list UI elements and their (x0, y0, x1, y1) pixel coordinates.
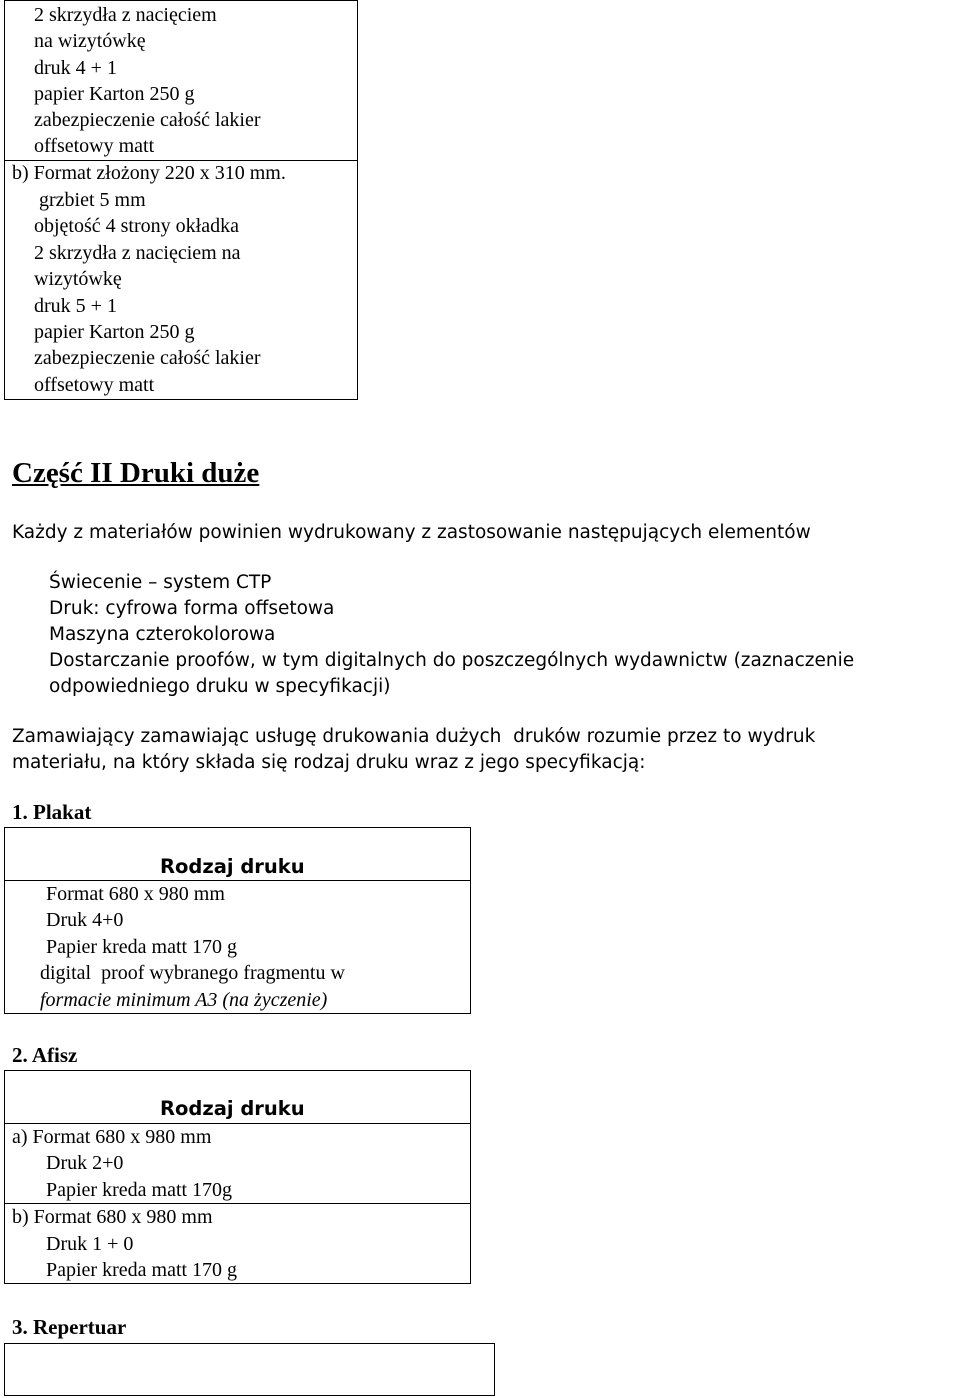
top-cell-b-line: druk 5 + 1 (34, 295, 117, 317)
section-paragraph: Zamawiający zamawiając usługę drukowania dużych druków rozumie przez to wydruk (12, 726, 816, 747)
afisz-a-line: Papier kreda matt 170g (46, 1179, 233, 1201)
afisz-b-line: b) Format 680 x 980 mm (12, 1206, 213, 1228)
afisz-title: 2. Afisz (12, 1043, 78, 1067)
top-cell-line: zabezpieczenie całość lakier (34, 109, 261, 131)
section-paragraph: materiału, na który składa się rodzaj druku wraz z jego specyfikacją: (12, 752, 646, 773)
top-cell-line: na wizytówkę (34, 30, 146, 52)
element-item: Maszyna czterokolorowa (49, 624, 276, 645)
top-cell-line: papier Karton 250 g (34, 83, 195, 105)
plakat-line: formacie minimum A3 (na życzenie) (40, 989, 328, 1011)
top-cell-line: druk 4 + 1 (34, 57, 117, 79)
top-cell-b-line: wizytówkę (34, 268, 122, 290)
plakat-line: Papier kreda matt 170 g (46, 936, 238, 958)
section-intro: Każdy z materiałów powinien wydrukowany z zastosowanie następujących elementów (12, 522, 811, 543)
top-cell-b-line: zabezpieczenie całość lakier (34, 347, 261, 369)
afisz-b-line: Papier kreda matt 170 g (46, 1259, 238, 1281)
top-cell-b-line: papier Karton 250 g (34, 321, 195, 343)
plakat-title: 1. Plakat (12, 800, 92, 824)
plakat-line: Format 680 x 980 mm (46, 883, 225, 905)
top-cell-b-line: 2 skrzydła z nacięciem na (34, 242, 241, 264)
top-cell-line: offsetowy matt (34, 135, 155, 157)
element-item: Dostarczanie proofów, w tym digitalnych do poszczególnych wydawnictw (zaznaczenie (49, 650, 855, 671)
afisz-b-line: Druk 1 + 0 (46, 1233, 134, 1255)
element-item: Druk: cyfrowa forma offsetowa (49, 598, 335, 619)
top-cell-b-line: offsetowy matt (34, 374, 155, 396)
plakat-line: digital proof wybranego fragmentu w (40, 962, 345, 984)
top-cell-line: 2 skrzydła z nacięciem (34, 4, 217, 26)
top-cell-b-line: b) Format złożony 220 x 310 mm. (12, 162, 286, 184)
afisz-a-line: a) Format 680 x 980 mm (12, 1126, 212, 1148)
plakat-header: Rodzaj druku (160, 855, 305, 878)
afisz-header: Rodzaj druku (160, 1097, 305, 1120)
plakat-line: Druk 4+0 (46, 909, 124, 931)
element-item: Świecenie – system CTP (49, 572, 272, 593)
top-cell-b-line: objętość 4 strony okładka (34, 215, 239, 237)
repertuar-title: 3. Repertuar (12, 1315, 127, 1339)
top-cell-b-line: grzbiet 5 mm (34, 189, 146, 211)
section-title: Część II Druki duże (12, 457, 260, 489)
element-item: odpowiedniego druku w specyfikacji) (49, 676, 391, 697)
repertuar-table (4, 1343, 495, 1396)
afisz-a-line: Druk 2+0 (46, 1152, 124, 1174)
